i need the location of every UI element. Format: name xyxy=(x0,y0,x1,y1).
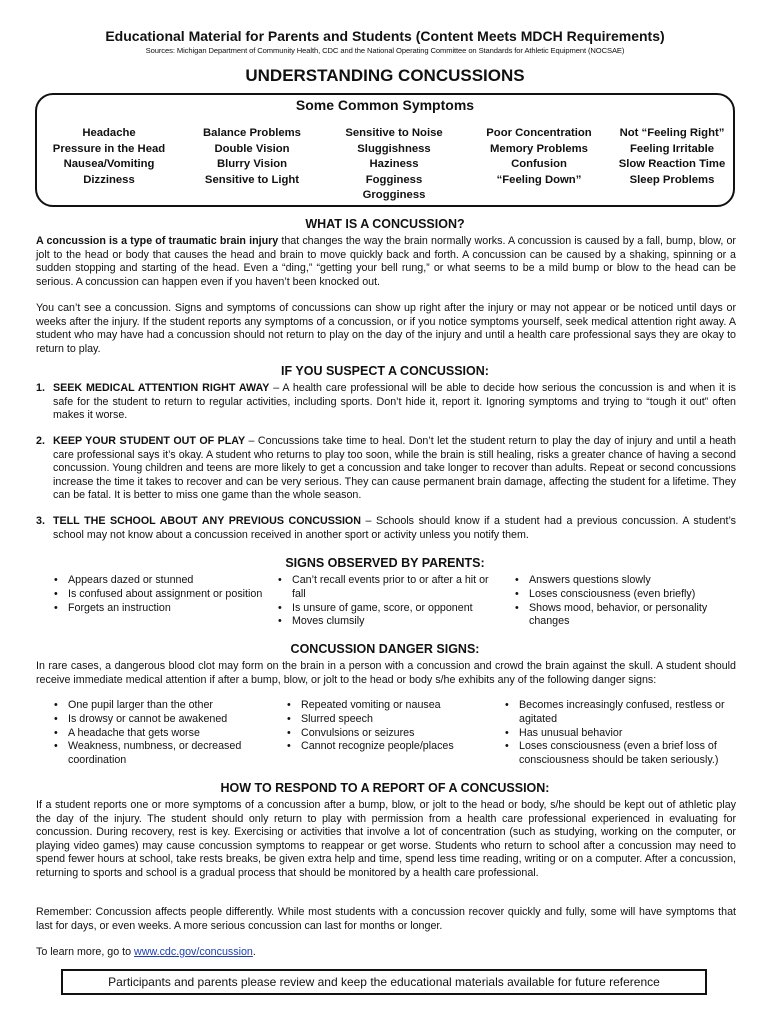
symptom-item: Haziness xyxy=(369,158,419,170)
list-item: • Is confused about assignment or position xyxy=(52,588,267,602)
symptoms-box-title: Some Common Symptoms xyxy=(295,97,475,113)
list-item: • Can’t recall events prior to or after a hit or fall xyxy=(276,574,498,602)
symptom-item: Slow Reaction Time xyxy=(618,158,726,170)
signs-heading: SIGNS OBSERVED BY PARENTS: xyxy=(285,556,485,570)
symptom-item: Grogginess xyxy=(362,189,426,201)
respond-heading: HOW TO RESPOND TO A REPORT OF A CONCUSSION: xyxy=(220,781,550,795)
list-item: • One pupil larger than the other xyxy=(52,699,267,713)
list-item: • Moves clumsily xyxy=(276,615,498,629)
list-item: • Convulsions or seizures xyxy=(285,727,485,741)
suspect-item-title: TELL THE SCHOOL ABOUT ANY PREVIOUS CONCUSSION xyxy=(53,515,361,527)
list-item: • Repeated vomiting or nausea xyxy=(285,699,485,713)
list-item: • Is drowsy or cannot be awakened xyxy=(52,713,267,727)
suspect-item-number: 3. xyxy=(36,515,45,527)
list-item: • Answers questions slowly xyxy=(513,574,735,588)
what-is-paragraph-1-text: that changes the way the brain normally works. A concussion is caused by a fall, bump, blow, or jolt to the head or body that causes the head and brain to move quickly back and forth. A concussion can be caused by a shaking, spinning or a sudden stopping and starting of the head. Even a “ding,” “getting your bell rung,” or what seems to be a mild bump or blow to the head can be serious. A concussion can happen even if you haven’t been knocked out. xyxy=(36,235,736,288)
list-item: • Loses consciousness (even a brief loss of consciousness should be taken seriously.) xyxy=(503,740,738,768)
symptom-item: Feeling Irritable xyxy=(629,142,715,155)
suspect-item-text: – Schools should know if a student had a previous concussion. A student’s school may not know about a concussion received in another sport or activity unless you notify them. xyxy=(53,515,736,541)
what-is-paragraph-1 xyxy=(36,235,736,289)
symptom-column xyxy=(324,126,464,204)
respond-paragraph-2: Remember: Concussion affects people differently. While most students with a concussion recover quickly and fully, some will have symptoms that last for days, or even weeks. A more serious concussion can last for months or longer. xyxy=(36,906,736,932)
suspect-item-number: 1. xyxy=(36,382,45,394)
suspect-item-text: – Concussions take time to heal. Don’t let the student return to play the day of injury and until a heath care professional says it’s okay. A student who returns to play too soon, while the brain is still healing, risks a greater chance of having a second concussion. Young children and teens are more likely to get a concussion and take longer to recover than adults. Repeat or second concussions increase the time it takes to recover and can be very serious. They can cause permanent brain damage, affecting the student for a lifetime. They can be fatal. It is better to miss one game than the whole season. xyxy=(53,435,736,501)
list-item: • Forgets an instruction xyxy=(52,602,267,616)
learn-more-prefix: To learn more, go to xyxy=(36,946,135,958)
document-header-title: Educational Material for Parents and Students (Content Meets MDCH Requirements) xyxy=(105,28,665,44)
symptom-item: Sensitive to Noise xyxy=(345,127,443,139)
list-item: • Becomes increasingly confused, restless or agitated xyxy=(503,699,738,727)
symptom-item: “Feeling Down” xyxy=(496,173,582,186)
symptom-item: Sensitive to Light xyxy=(204,173,300,186)
list-item: • Loses consciousness (even briefly) xyxy=(513,588,735,602)
signs-column xyxy=(52,574,267,615)
list-item: • A headache that gets worse xyxy=(52,727,267,741)
suspect-item-text: – A health care professional will be able to decide how serious the concussion is and when it is safe for the student to return to regular activities, including sports. Don’t hide it, report it. Ignoring symptoms and trying to “tough it out” often makes it worse. xyxy=(53,382,736,421)
suspect-heading: IF YOU SUSPECT A CONCUSSION: xyxy=(281,364,489,378)
danger-heading: CONCUSSION DANGER SIGNS: xyxy=(290,642,480,656)
signs-column xyxy=(513,574,735,629)
symptom-item: Sleep Problems xyxy=(629,173,715,186)
symptom-item: Balance Problems xyxy=(203,127,301,139)
list-item: • Is unsure of game, score, or opponent xyxy=(276,602,498,616)
symptom-item: Not “Feeling Right” xyxy=(619,127,725,139)
symptom-column xyxy=(182,126,322,188)
what-is-paragraph-2: You can’t see a concussion. Signs and symptoms of concussions can show up right after the injury or may not appear or be noticed until days or weeks after the injury. If the student reports any symptoms of a concussion, or if you notice symptoms yourself, seek medical attention right away. A student who may have had a concussion should not return to play on the day of the injury and until a health care professional says they are okay to return to play. xyxy=(36,302,736,355)
symptom-item: Dizziness xyxy=(83,173,135,186)
signs-column xyxy=(276,574,498,629)
symptom-item: Blurry Vision xyxy=(216,158,288,170)
symptom-item: Poor Concentration xyxy=(486,127,592,139)
sources-line: Sources: Michigan Department of Community Health, CDC and the National Operating Committee on Standards for Athletic Equipment (NOCSAE) xyxy=(145,46,625,55)
respond-paragraph-1: If a student reports one or more symptoms of a concussion after a bump, blow, or jolt to the head or body, s/he should be kept out of athletic play the day of the injury. The student should only return to play with permission from a health care professional experienced in evaluating for concussion. During recovery, rest is key. Exercising or activities that involve a lot of concentration (such as studying, working on the computer, or playing video games) may cause concussion symptoms to reappear or get worse. Students who return to school after a concussion may need to spend fewer hours at school, take rests breaks, be given extra help and time, spend less time reading, writing or on a computer. After a concussion, returning to sports and school is a gradual process that should be monitored by a health care professional. xyxy=(36,799,736,879)
symptom-item: Sluggishness xyxy=(357,142,431,155)
suspect-item-title: KEEP YOUR STUDENT OUT OF PLAY xyxy=(53,435,246,447)
danger-column xyxy=(503,699,738,768)
symptom-column xyxy=(41,126,177,188)
danger-column xyxy=(52,699,267,768)
list-item: • Shows mood, behavior, or personality changes xyxy=(513,602,735,630)
list-item: • Has unusual behavior xyxy=(503,727,738,741)
symptom-item: Headache xyxy=(82,127,136,139)
symptom-item: Confusion xyxy=(511,158,567,170)
footer-notice-text: Participants and parents please review and keep the educational materials available for future reference xyxy=(108,975,660,989)
main-title: UNDERSTANDING CONCUSSIONS xyxy=(245,66,525,85)
symptom-item: Fogginess xyxy=(365,173,423,186)
suspect-item-number: 2. xyxy=(36,435,45,447)
learn-more-line xyxy=(36,946,736,960)
what-is-heading: WHAT IS A CONCUSSION? xyxy=(305,217,465,231)
what-is-bold-lead: A concussion is a type of traumatic brain injury xyxy=(36,235,279,247)
symptom-column xyxy=(611,126,733,188)
danger-intro: In rare cases, a dangerous blood clot may form on the brain in a person with a concussion and crowd the brain against the skull. A student should receive immediate medical attention if after a bump, blow, or jolt to the head or body s/he exhibits any of the following danger signs: xyxy=(36,660,736,686)
symptom-item: Nausea/Vomiting xyxy=(63,158,155,170)
symptom-item: Pressure in the Head xyxy=(52,142,166,155)
suspect-item xyxy=(36,382,736,423)
footer-notice-box xyxy=(61,969,707,995)
symptom-item: Double Vision xyxy=(214,142,290,155)
symptom-column xyxy=(469,126,609,188)
list-item: • Appears dazed or stunned xyxy=(52,574,267,588)
suspect-item xyxy=(36,435,736,503)
danger-column xyxy=(285,699,485,754)
suspect-item xyxy=(36,515,736,542)
common-symptoms-box xyxy=(35,93,735,207)
list-item: • Cannot recognize people/places xyxy=(285,740,485,754)
list-item: • Weakness, numbness, or decreased coordination xyxy=(52,740,267,768)
list-item: • Slurred speech xyxy=(285,713,485,727)
suspect-item-title: SEEK MEDICAL ATTENTION RIGHT AWAY xyxy=(53,382,270,394)
symptom-item: Memory Problems xyxy=(490,142,588,155)
learn-more-suffix: . xyxy=(252,946,256,958)
cdc-concussion-link[interactable]: www.cdc.gov/concussion xyxy=(134,946,253,958)
